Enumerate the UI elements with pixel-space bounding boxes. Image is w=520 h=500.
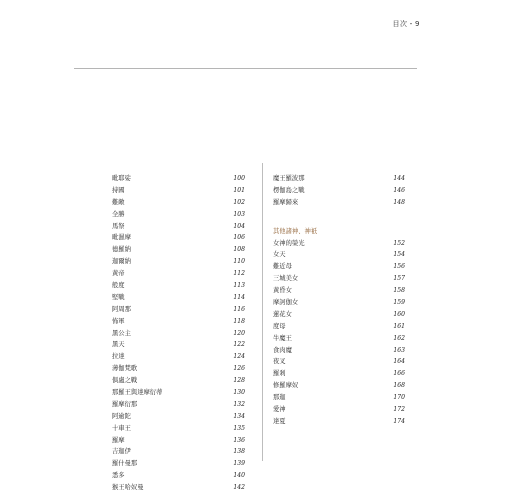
- entry-title: 般度: [112, 282, 125, 290]
- entry-page-number: 124: [233, 353, 245, 361]
- entry-title: 持國: [112, 186, 125, 194]
- entry-title: 羅摩歸來: [273, 198, 299, 206]
- entry-page-number: 139: [233, 460, 245, 468]
- entry-title: 全勝: [112, 210, 125, 218]
- entry-title: 度母: [273, 322, 286, 330]
- entry-title: 黑天: [112, 341, 125, 349]
- header-rule: [74, 68, 417, 69]
- entry-page-number: 140: [233, 472, 245, 480]
- toc-entry: [273, 356, 405, 368]
- entry-title: 楞伽島之戰: [273, 186, 305, 194]
- entry-title: 俱盧之戰: [112, 377, 138, 385]
- entry-title: 黑公主: [112, 329, 131, 337]
- toc-entry: [112, 209, 245, 221]
- toc-entry: [273, 392, 405, 404]
- entry-page-number: 120: [233, 329, 245, 337]
- entry-page-number: 144: [393, 175, 405, 182]
- toc-entry: [112, 482, 245, 494]
- entry-title: 摩訶伽女: [273, 299, 299, 307]
- entry-page-number: 130: [233, 389, 245, 397]
- toc-entry: [273, 197, 405, 209]
- toc-entry: [112, 423, 245, 435]
- entry-title: 三城美女: [273, 275, 299, 283]
- entry-page-number: 128: [233, 377, 245, 385]
- entry-page-number: 142: [233, 484, 245, 492]
- toc-entry: [273, 297, 405, 309]
- toc-entry: [112, 411, 245, 423]
- entry-page-number: 148: [393, 198, 405, 206]
- entry-title: 薄伽梵歌: [112, 365, 138, 373]
- entry-title: 德羅納: [112, 246, 131, 254]
- entry-page-number: 136: [233, 436, 245, 444]
- entry-page-number: 162: [393, 334, 405, 342]
- running-head: 目次・9: [392, 20, 420, 28]
- entry-title: 羅摩衍那: [112, 400, 138, 408]
- entry-page-number: 104: [233, 222, 245, 230]
- entry-page-number: 106: [233, 234, 245, 242]
- entry-title: 羅摩: [112, 436, 125, 444]
- toc-entry: [273, 321, 405, 333]
- entry-page-number: 134: [233, 412, 245, 420]
- toc-entry: [273, 416, 405, 428]
- entry-title: 毗濕摩: [112, 234, 131, 242]
- toc-entry: [112, 173, 245, 185]
- entry-page-number: 157: [393, 275, 405, 283]
- entry-title: 魔王羅波那: [273, 175, 305, 182]
- entry-page-number: 164: [393, 358, 405, 366]
- entry-page-number: 122: [233, 341, 245, 349]
- entry-page-number: 102: [233, 198, 245, 206]
- toc-entry: [112, 244, 245, 256]
- entry-page-number: 110: [233, 258, 245, 266]
- entry-page-number: 114: [233, 293, 245, 301]
- entry-page-number: 103: [233, 210, 245, 218]
- entry-page-number: 132: [233, 400, 245, 408]
- entry-page-number: 112: [233, 270, 245, 278]
- entry-title: 牛魔王: [273, 334, 292, 342]
- entry-page-number: 101: [233, 186, 245, 194]
- toc-entry: [112, 292, 245, 304]
- entry-title: 猴王哈奴曼: [112, 484, 144, 492]
- entry-title: 馬祭: [112, 222, 125, 230]
- entry-page-number: 174: [393, 417, 405, 425]
- entry-title: 那迦: [273, 394, 286, 402]
- toc-entry: [112, 363, 245, 375]
- toc-entry: [112, 399, 245, 411]
- entry-title: 愛神: [273, 406, 286, 414]
- toc-entry: [273, 273, 405, 285]
- toc-entry: [112, 197, 245, 209]
- toc-entry: [112, 316, 245, 328]
- toc-entry: [273, 309, 405, 321]
- entry-page-number: 172: [393, 406, 405, 414]
- entry-title: 難近母: [273, 263, 292, 271]
- toc-entry: [112, 387, 245, 399]
- toc-entry: [273, 345, 405, 357]
- entry-page-number: 118: [233, 317, 245, 325]
- toc-entry: [273, 249, 405, 261]
- toc-right-top-list: [273, 173, 405, 209]
- entry-title: 悉多: [112, 472, 125, 480]
- entry-title: 堅戰: [112, 293, 125, 301]
- toc-right-bottom-list: [273, 238, 405, 428]
- entry-page-number: 156: [393, 263, 405, 271]
- entry-title: 那羅王與達摩衍蒂: [112, 389, 163, 397]
- section-heading: 其他諸神、神祇: [273, 227, 318, 235]
- entry-title: 修羅摩奴: [273, 382, 299, 390]
- entry-page-number: 152: [393, 239, 405, 247]
- toc-entry: [112, 232, 245, 244]
- toc-entry: [112, 280, 245, 292]
- entry-title: 吉迦伊: [112, 448, 131, 456]
- toc-entry: [112, 339, 245, 351]
- toc-entry: [273, 333, 405, 345]
- entry-page-number: 159: [393, 299, 405, 307]
- entry-title: 怖軍: [112, 317, 125, 325]
- entry-page-number: 135: [233, 424, 245, 432]
- entry-title: 阿周那: [112, 305, 131, 313]
- toc-entry: [112, 328, 245, 340]
- entry-page-number: 166: [393, 370, 405, 378]
- entry-title: 食肉魔: [273, 346, 292, 354]
- entry-page-number: 161: [393, 322, 405, 330]
- column-divider: [262, 163, 263, 461]
- toc-entry: [112, 458, 245, 470]
- entry-title: 毗耶娑: [112, 175, 131, 182]
- entry-page-number: 138: [233, 448, 245, 456]
- entry-page-number: 168: [393, 382, 405, 390]
- entry-page-number: 116: [233, 305, 245, 313]
- toc-entry: [273, 404, 405, 416]
- entry-title: 蓮花女: [273, 310, 292, 318]
- entry-page-number: 146: [393, 186, 405, 194]
- toc-entry: [273, 285, 405, 297]
- toc-entry: [112, 351, 245, 363]
- toc-entry: [112, 304, 245, 316]
- entry-title: 女天: [273, 251, 286, 259]
- entry-title: 黃帝: [112, 270, 125, 278]
- entry-title: 達夏: [273, 417, 286, 425]
- entry-page-number: 100: [233, 175, 245, 182]
- entry-page-number: 170: [393, 394, 405, 402]
- toc-left-column: [112, 173, 245, 494]
- entry-title: 黃昏女: [273, 287, 292, 295]
- toc-entry: [112, 446, 245, 458]
- toc-entry: [273, 261, 405, 273]
- entry-title: 夜叉: [273, 358, 286, 366]
- entry-title: 羅什曼那: [112, 460, 138, 468]
- entry-title: 羅剎: [273, 370, 286, 378]
- toc-entry: [112, 470, 245, 482]
- entry-page-number: 158: [393, 287, 405, 295]
- entry-title: 十車王: [112, 424, 131, 432]
- entry-page-number: 154: [393, 251, 405, 259]
- toc-entry: [112, 221, 245, 233]
- entry-page-number: 126: [233, 365, 245, 373]
- toc-entry: [112, 185, 245, 197]
- entry-title: 女神的榮光: [273, 239, 305, 247]
- toc-entry: [273, 380, 405, 392]
- toc-entry: [112, 375, 245, 387]
- entry-page-number: 113: [233, 282, 245, 290]
- toc-entry: [112, 268, 245, 280]
- toc-entry: [273, 238, 405, 250]
- toc-entry: [112, 435, 245, 447]
- toc-right-column: [273, 173, 405, 428]
- toc-entry: [273, 368, 405, 380]
- entry-page-number: 108: [233, 246, 245, 254]
- entry-title: 迦爾納: [112, 258, 131, 266]
- entry-title: 難敵: [112, 198, 125, 206]
- entry-page-number: 160: [393, 310, 405, 318]
- entry-title: 拉達: [112, 353, 125, 361]
- toc-entry: [273, 173, 405, 185]
- toc-entry: [273, 185, 405, 197]
- entry-page-number: 163: [393, 346, 405, 354]
- entry-title: 阿逾陀: [112, 412, 131, 420]
- toc-entry: [112, 256, 245, 268]
